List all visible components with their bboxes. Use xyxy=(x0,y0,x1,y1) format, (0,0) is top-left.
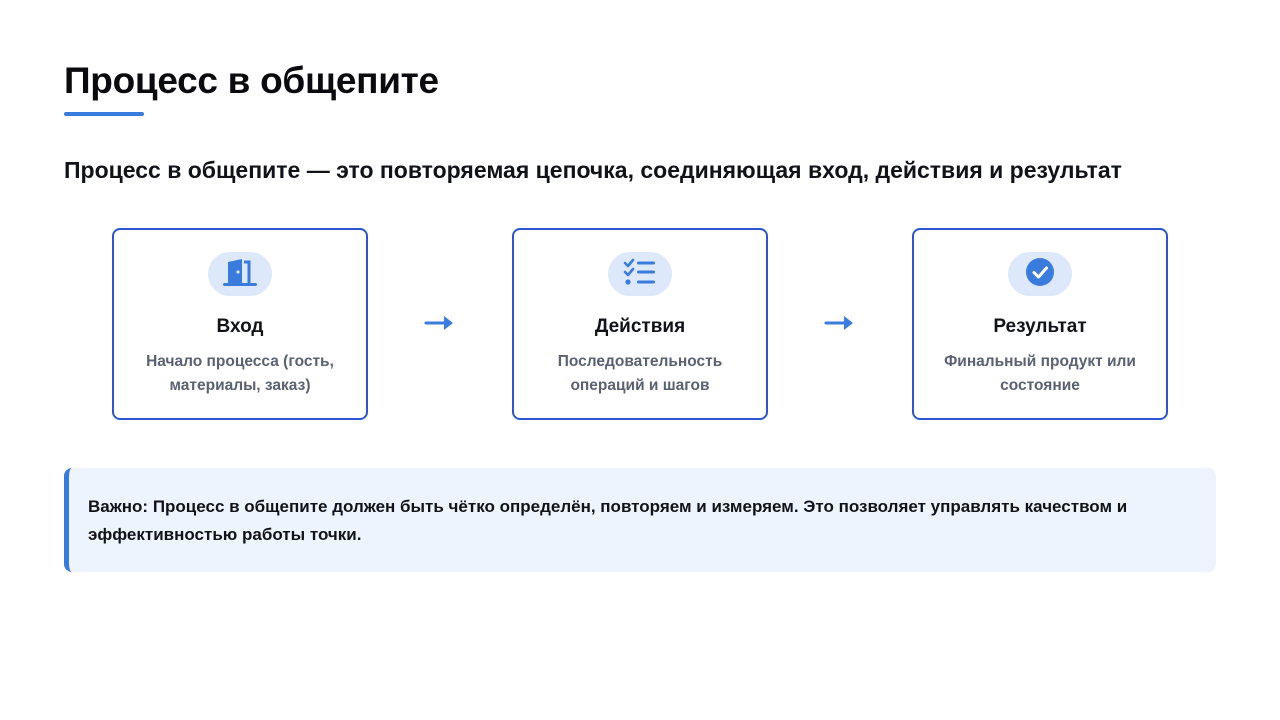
note-text: Важно: Процесс в общепите должен быть чётко определён, повторяем и измеряем. Это позволяет управлять качеством и эффективностью работы точки. xyxy=(88,497,1128,544)
step-icon-container xyxy=(608,252,672,296)
step-card-actions xyxy=(512,228,768,420)
door-icon xyxy=(222,257,258,292)
subtitle: Процесс в общепите — это повторяемая цепочка, соединяющая вход, действия и результат xyxy=(64,157,1122,183)
step-description: Финальный продукт или состояние xyxy=(944,353,1136,394)
check-circle-icon xyxy=(1025,257,1055,292)
arrow-right-icon xyxy=(424,313,456,333)
checklist-icon xyxy=(623,258,657,291)
arrow-right-icon xyxy=(824,313,856,333)
step-title: Результат xyxy=(993,316,1087,337)
step-card-result xyxy=(912,228,1168,420)
step-title: Действия xyxy=(594,316,686,337)
step-icon-container xyxy=(1008,252,1072,296)
page-title: Процесс в общепите xyxy=(64,60,439,101)
important-note xyxy=(64,468,1216,572)
step-icon-container xyxy=(208,252,272,296)
step-description: Последовательность операций и шагов xyxy=(557,353,723,394)
step-title: Вход xyxy=(216,316,264,337)
title-underline xyxy=(64,112,144,116)
step-description: Начало процесса (гость, материалы, заказ) xyxy=(146,353,334,394)
step-card-input xyxy=(112,228,368,420)
